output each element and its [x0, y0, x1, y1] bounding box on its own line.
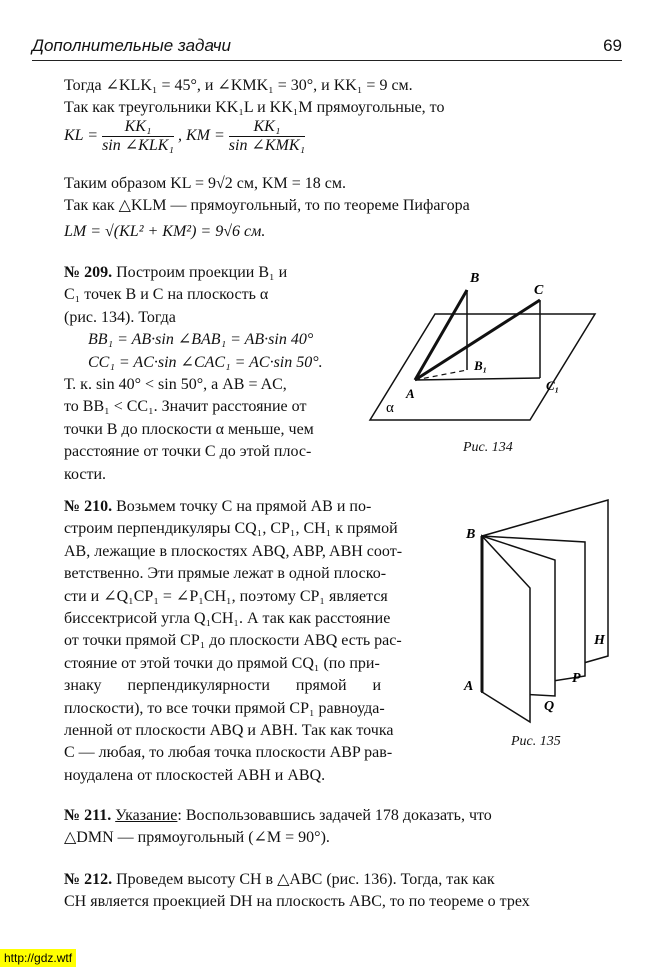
label-b1: B₁: [474, 358, 488, 373]
text-line: Построим проекции B₁ и: [116, 264, 288, 281]
label-a: A: [406, 386, 415, 401]
formula-line: CC₁ = AC·sin ∠CAC₁ = AC·sin 50°.: [88, 353, 323, 371]
problem-number: № 209.: [64, 264, 113, 281]
figure-134: [360, 262, 600, 432]
text-line: Проведем высоту CH в △ABC (рис. 136). Тогда, так как: [116, 871, 495, 888]
km-label: , KM =: [177, 127, 225, 145]
text-line: Таким образом KL = 9√2 см, KM = 18 см.: [64, 175, 347, 192]
label-a: A: [464, 679, 474, 694]
text-line: стояние от этой точки до прямой CQ₁ (по при-: [64, 654, 380, 672]
hint-label: Указание: [115, 807, 178, 824]
fraction-denominator: sin ∠KMK₁: [228, 137, 306, 154]
section-title: Дополнительные задачи: [32, 36, 232, 55]
fraction-kl: [102, 118, 174, 155]
text-line: от точки прямой CP₁ до плоскости ABQ есть рас-: [64, 632, 402, 650]
problem-210: [64, 496, 436, 787]
fraction-km: [229, 118, 305, 155]
text-line: C — любая, то любая точка плоскости ABP рав-: [64, 744, 393, 762]
text-line: : Воспользовавшись задачей 178 доказать, что: [177, 807, 492, 824]
text-line: ноудалена от плоскостей ABH и ABQ.: [64, 766, 326, 784]
label-b: B: [466, 527, 476, 542]
source-url: http://gdz.wtf: [0, 949, 76, 967]
text-line: то BB₁ < CC₁. Значит расстояние от: [64, 398, 307, 416]
text-line: Т. к. sin 40° < sin 50°, а AB = AC,: [64, 376, 287, 394]
text-line: знаку перпендикулярности прямой и: [64, 677, 382, 695]
label-c1: C₁: [546, 378, 560, 393]
text-line: кости.: [64, 465, 107, 483]
text-line: биссектрисой угла Q₁CH₁. А так как расстояние: [64, 610, 391, 628]
text-line: △DMN — прямоугольный (∠M = 90°).: [64, 829, 330, 846]
text-line: Тогда ∠KLK₁ = 45°, и ∠KMK₁ = 30°, и KK₁ = 9 см.: [64, 77, 413, 94]
text-line: ветственно. Эти прямые лежат в одной плоско-: [64, 565, 387, 583]
kl-label: KL =: [64, 127, 99, 145]
problem-number: № 210.: [64, 498, 113, 515]
problem-211: [64, 806, 492, 825]
problem-209: [64, 262, 354, 486]
label-p: P: [572, 671, 581, 686]
figure-caption: Рис. 134: [463, 440, 513, 455]
text-line: Так как △KLM — прямоугольный, то по теореме Пифагора: [64, 197, 470, 214]
text-line: строим перпендикуляры CQ₁, CP₁, CH₁ к прямой: [64, 520, 398, 538]
text-line: точки B до плоскости α меньше, чем: [64, 420, 314, 438]
text-line: (рис. 134). Тогда: [64, 308, 176, 326]
label-q: Q: [544, 699, 555, 714]
page-number: 69: [603, 36, 622, 55]
problem-212: [64, 870, 495, 889]
problem-number: № 211.: [64, 807, 112, 824]
figure-135: [460, 498, 620, 726]
text-line: Возьмем точку C на прямой AB и по-: [116, 498, 372, 515]
label-alpha: α: [386, 400, 394, 416]
text-line: ленной от плоскости ABQ и ABH. Так как точка: [64, 722, 394, 740]
label-b: B: [470, 271, 480, 286]
page-header: [32, 36, 622, 61]
text-line: расстояние от точки C до этой плос-: [64, 443, 312, 461]
text-line: плоскости), то все точки прямой CP₁ равноуда-: [64, 699, 385, 717]
formula-line: BB₁ = AB·sin ∠BAB₁ = AB·sin 40°: [88, 331, 314, 349]
formula-kl-km: [64, 118, 305, 168]
fraction-denominator: sin ∠KLK₁: [102, 137, 174, 154]
problem-number: № 212.: [64, 871, 113, 888]
fraction-numerator: KK₁: [229, 118, 305, 137]
label-h: H: [594, 633, 605, 648]
text-line: сти и ∠Q₁CP₁ = ∠P₁CH₁, поэтому CP₁ является: [64, 587, 388, 605]
text-line: C₁ точек B и C на плоскость α: [64, 286, 269, 304]
fraction-numerator: KK₁: [102, 118, 174, 137]
text-line: CH является проекцией DH на плоскость ABC, то по теореме о трех: [64, 893, 530, 910]
label-c: C: [534, 283, 544, 298]
text-line: Так как треугольники KK₁L и KK₁M прямоугольные, то: [64, 99, 445, 116]
text-line: AB, лежащие в плоскостях ABQ, ABP, ABH соот-: [64, 542, 403, 560]
formula-lm: LM = √(KL² + KM²) = 9√6 см.: [64, 223, 266, 240]
figure-caption: Рис. 135: [511, 734, 561, 749]
